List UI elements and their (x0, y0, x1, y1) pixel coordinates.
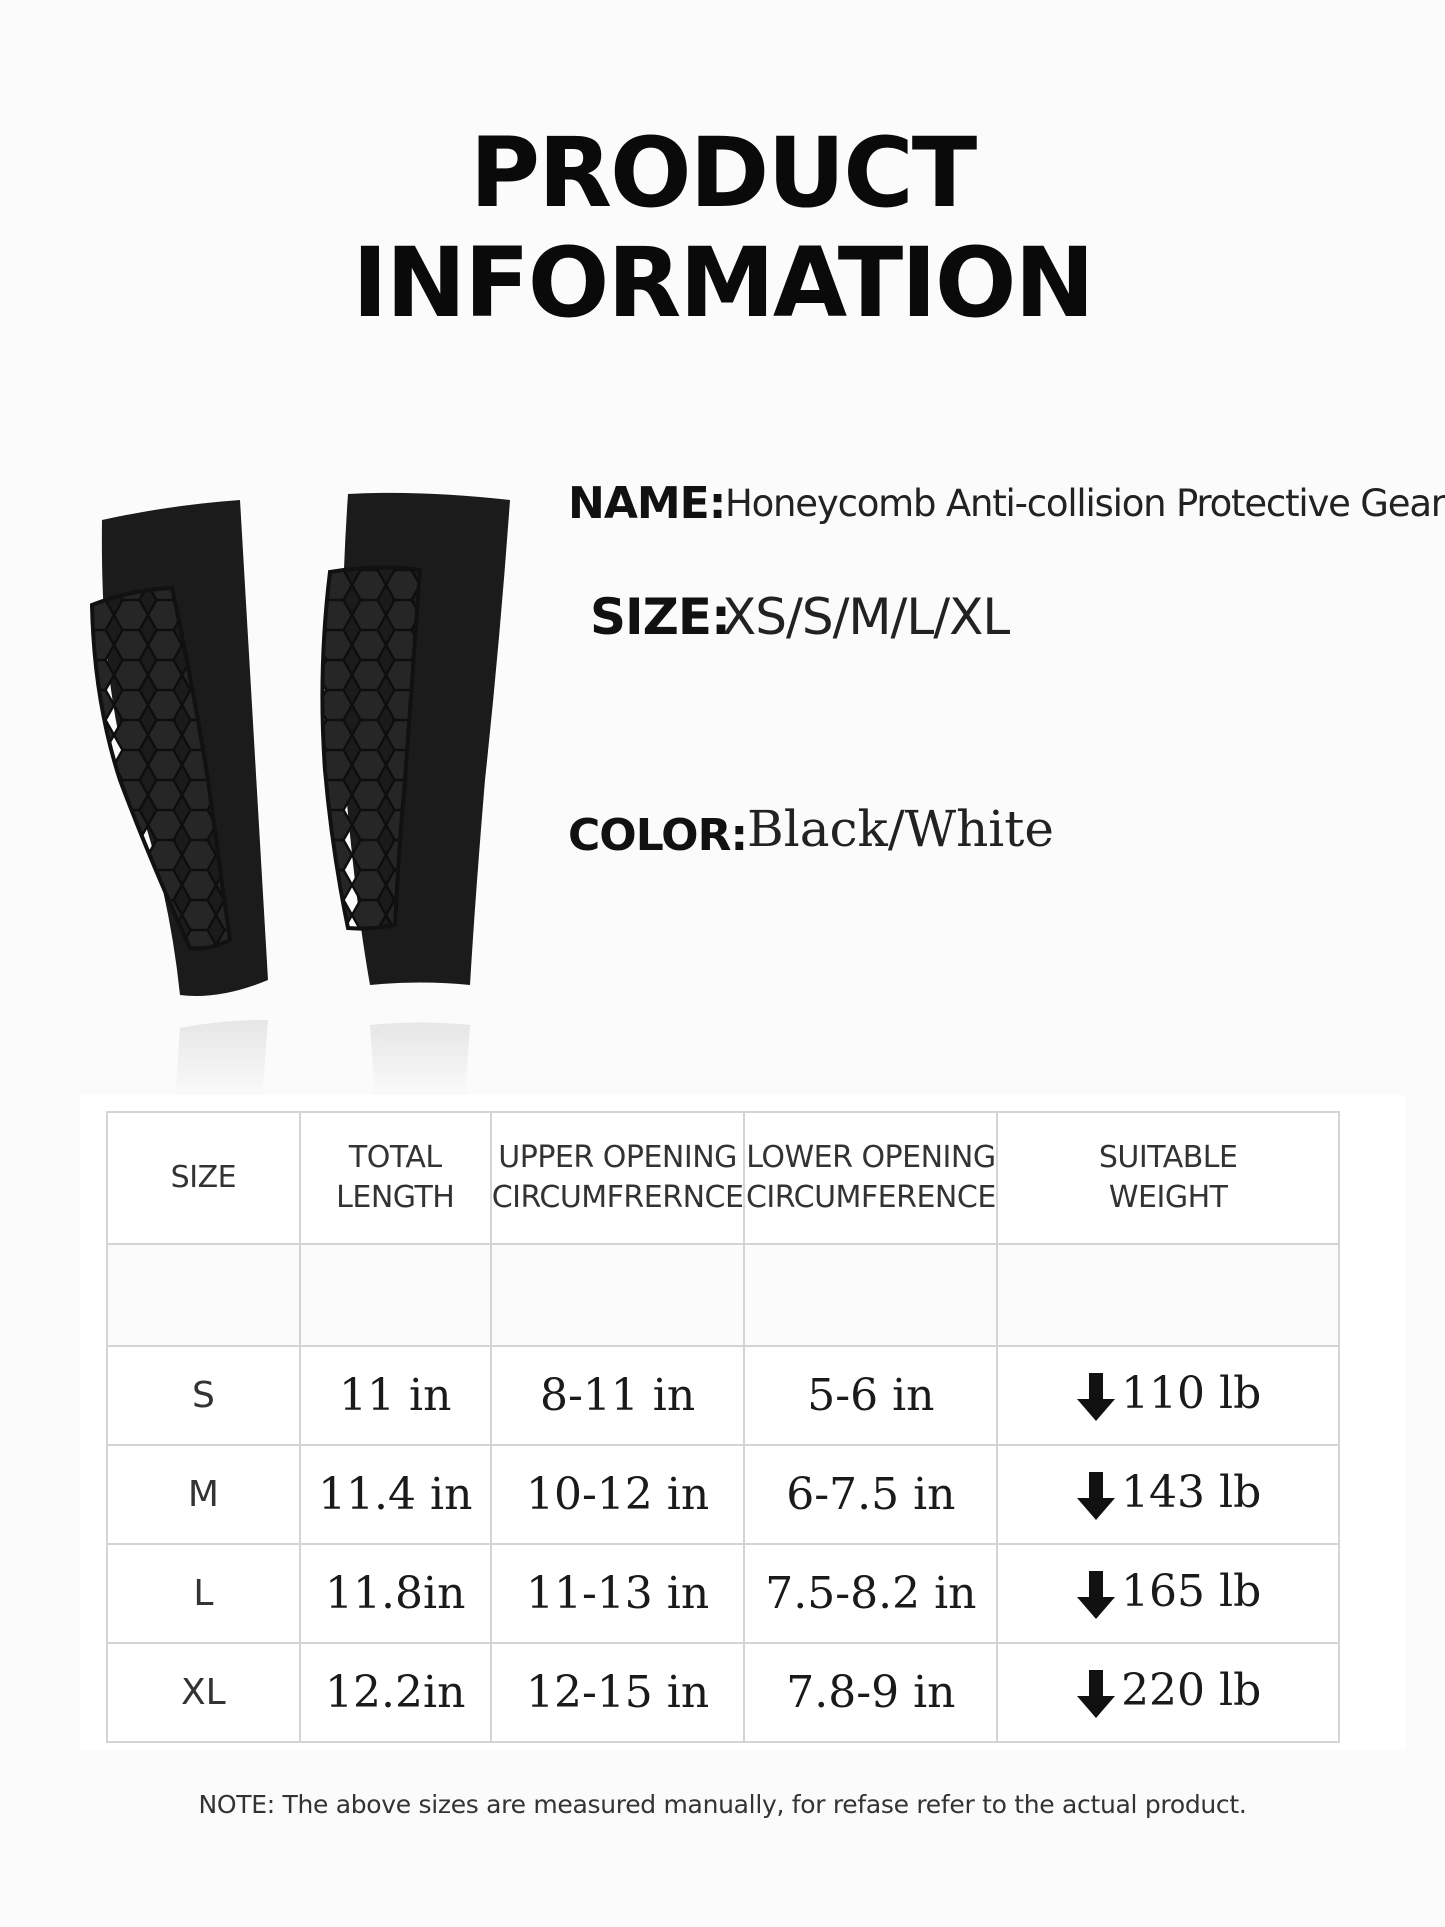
left-sleeve (92, 500, 268, 996)
header-suitable-weight: SUITABLE WEIGHT (997, 1112, 1339, 1244)
color-label: COLOR: (568, 810, 748, 861)
size-label: SIZE: (590, 588, 731, 646)
lower-opening-cell: 6-7.5 in (744, 1445, 997, 1544)
size-cell: S (107, 1346, 300, 1445)
lower-opening-cell: 5-6 in (744, 1346, 997, 1445)
lower-opening-cell: 7.8-9 in (744, 1643, 997, 1742)
weight-cell: 143 lb (997, 1445, 1339, 1544)
left-reflection (175, 1020, 268, 1100)
weight-cell: 220 lb (997, 1643, 1339, 1742)
title-line-2: INFORMATION (352, 227, 1093, 339)
name-value: Honeycomb Anti-collision Protective Gear (725, 482, 1445, 525)
arrow-down-icon (1075, 1569, 1117, 1621)
size-cell: XL (107, 1643, 300, 1742)
arrow-down-icon (1075, 1470, 1117, 1522)
upper-opening-cell: 10-12 in (491, 1445, 745, 1544)
table-row (107, 1346, 1339, 1445)
weight-cell: 165 lb (997, 1544, 1339, 1643)
size-table (106, 1111, 1340, 1743)
header-size: SIZE (107, 1112, 300, 1244)
size-value: XS/S/M/L/XL (722, 588, 1010, 646)
color-value: Black/White (747, 800, 1054, 858)
header-total-length: TOTAL LENGTH (300, 1112, 491, 1244)
table-row (107, 1643, 1339, 1742)
total-length-cell: 11 in (300, 1346, 491, 1445)
header-upper-opening: UPPER OPENING CIRCUMFRERNCE (491, 1112, 745, 1244)
product-image (80, 480, 520, 1100)
size-chart (80, 1095, 1405, 1750)
header-lower-opening: LOWER OPENING CIRCUMFERENCE (744, 1112, 997, 1244)
weight-cell: 110 lb (997, 1346, 1339, 1445)
total-length-cell: 11.4 in (300, 1445, 491, 1544)
right-sleeve (322, 493, 510, 985)
table-row (107, 1445, 1339, 1544)
arrow-down-icon (1075, 1371, 1117, 1423)
size-cell: L (107, 1544, 300, 1643)
upper-opening-cell: 8-11 in (491, 1346, 745, 1445)
table-header-row (107, 1112, 1339, 1244)
upper-opening-cell: 12-15 in (491, 1643, 745, 1742)
upper-opening-cell: 11-13 in (491, 1544, 745, 1643)
page-title (0, 118, 1445, 338)
footnote: NOTE: The above sizes are measured manually, for refase refer to the actual product. (198, 1790, 1247, 1819)
arrow-down-icon (1075, 1668, 1117, 1720)
table-row (107, 1544, 1339, 1643)
table-spacer-row (107, 1244, 1339, 1346)
name-label: NAME: (568, 478, 726, 529)
total-length-cell: 11.8in (300, 1544, 491, 1643)
lower-opening-cell: 7.5-8.2 in (744, 1544, 997, 1643)
total-length-cell: 12.2in (300, 1643, 491, 1742)
title-line-1: PRODUCT (469, 117, 976, 229)
size-cell: M (107, 1445, 300, 1544)
right-reflection (370, 1023, 470, 1101)
